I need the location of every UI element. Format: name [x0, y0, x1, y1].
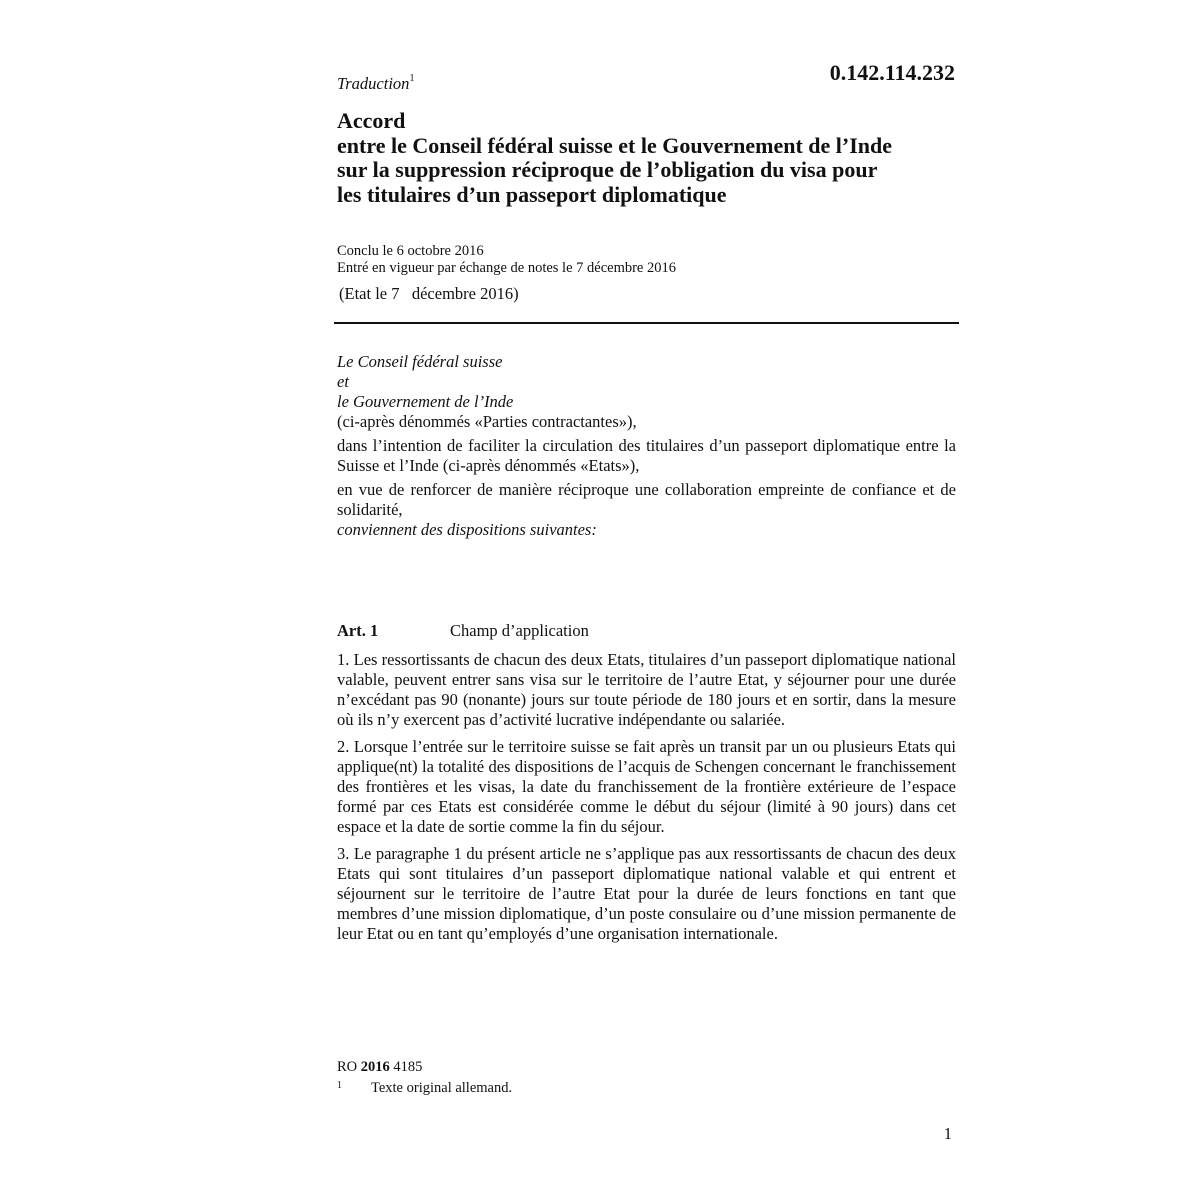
document-title	[337, 109, 956, 207]
concluded-date: Conclu le 6 octobre 2016	[337, 243, 484, 259]
parties-denomination: (ci-après dénommés «Parties contractantes»),	[337, 412, 637, 431]
preamble-agreement: conviennent des dispositions suivantes:	[337, 520, 597, 539]
party-conjunction: et	[337, 372, 349, 391]
party-switzerland: Le Conseil fédéral suisse	[337, 352, 503, 371]
official-compilation-ref	[337, 1059, 422, 1076]
preamble-intention: dans l’intention de faciliter la circulation des titulaires d’un passeport diplomatique entre la Suisse et l’Inde (ci-après dénommés «Etats»),	[337, 436, 956, 475]
ro-prefix: RO	[337, 1059, 358, 1075]
footnote-number: 1	[337, 1080, 342, 1091]
footnote-text: Texte original allemand.	[371, 1080, 513, 1096]
article-body	[337, 650, 956, 951]
conclusion-info	[337, 243, 956, 277]
article-number: Art. 1	[337, 621, 379, 640]
sr-number: 0.142.114.232	[829, 60, 955, 85]
title-line: Accord	[337, 108, 406, 133]
status-date: (Etat le 7 décembre 2016)	[339, 284, 519, 303]
parties-block	[337, 352, 956, 432]
title-line: entre le Conseil fédéral suisse et le Gouvernement de l’Inde	[337, 132, 893, 158]
page-number: 1	[943, 1124, 952, 1143]
title-line: sur la suppression réciproque de l’obligation du visa pour	[337, 157, 878, 182]
translation-label	[337, 74, 414, 94]
translation-text: Traduction	[337, 74, 410, 93]
footnote	[337, 1080, 512, 1097]
preamble-collaboration: en vue de renforcer de manière réciproque une collaboration empreinte de confiance et de solidarité,	[337, 480, 956, 519]
ro-page: 4185	[393, 1059, 423, 1075]
article-paragraph: 3. Le paragraphe 1 du présent article ne s’applique pas aux ressortissants de chacun des deux Etats qui sont titulaires d’un passeport diplomatique national valable et qui entrent et séjournent sur le territoire de l’autre Etat pour la durée de leurs fonctions en tant que membres d’une mission diplomatique, d’un poste consulaire ou d’une mission permanente de leur Etat ou en tant qu’employés d’une organisation internationale.	[337, 844, 956, 943]
header-divider	[334, 322, 959, 324]
article-paragraph: 1. Les ressortissants de chacun des deux Etats, titulaires d’un passeport diplomatique national valable, peuvent entrer sans visa sur le territoire de l’autre Etat, y séjourner pour une durée n’excédant pas 90 (nonante) jours sur toute période de 180 jours et en sortir, dans la mesure où ils n’y exercent pas d’activité lucrative indépendante ou salariée.	[337, 650, 956, 729]
article-heading	[337, 621, 589, 641]
article-paragraph: 2. Lorsque l’entrée sur le territoire suisse se fait après un transit par un ou plusieurs Etats qui applique(nt) la totalité des dispositions de l’acquis de Schengen concernant le franchissement des frontières et les visas, la date du franchissement de la frontière extérieure de l’espace formé par ces Etats est considérée comme le début du séjour (limité à 90 jours) dans cet espace et la date de sortie comme la fin du séjour.	[337, 737, 956, 836]
party-india: le Gouvernement de l’Inde	[337, 392, 514, 411]
footnote-ref[interactable]: 1	[409, 73, 415, 84]
article-title: Champ d’application	[450, 621, 589, 640]
entry-into-force: Entré en vigueur par échange de notes le 7 décembre 2016	[337, 260, 676, 276]
ro-year: 2016	[360, 1059, 390, 1075]
preamble	[337, 352, 956, 544]
title-line: les titulaires d’un passeport diplomatique	[337, 181, 727, 207]
